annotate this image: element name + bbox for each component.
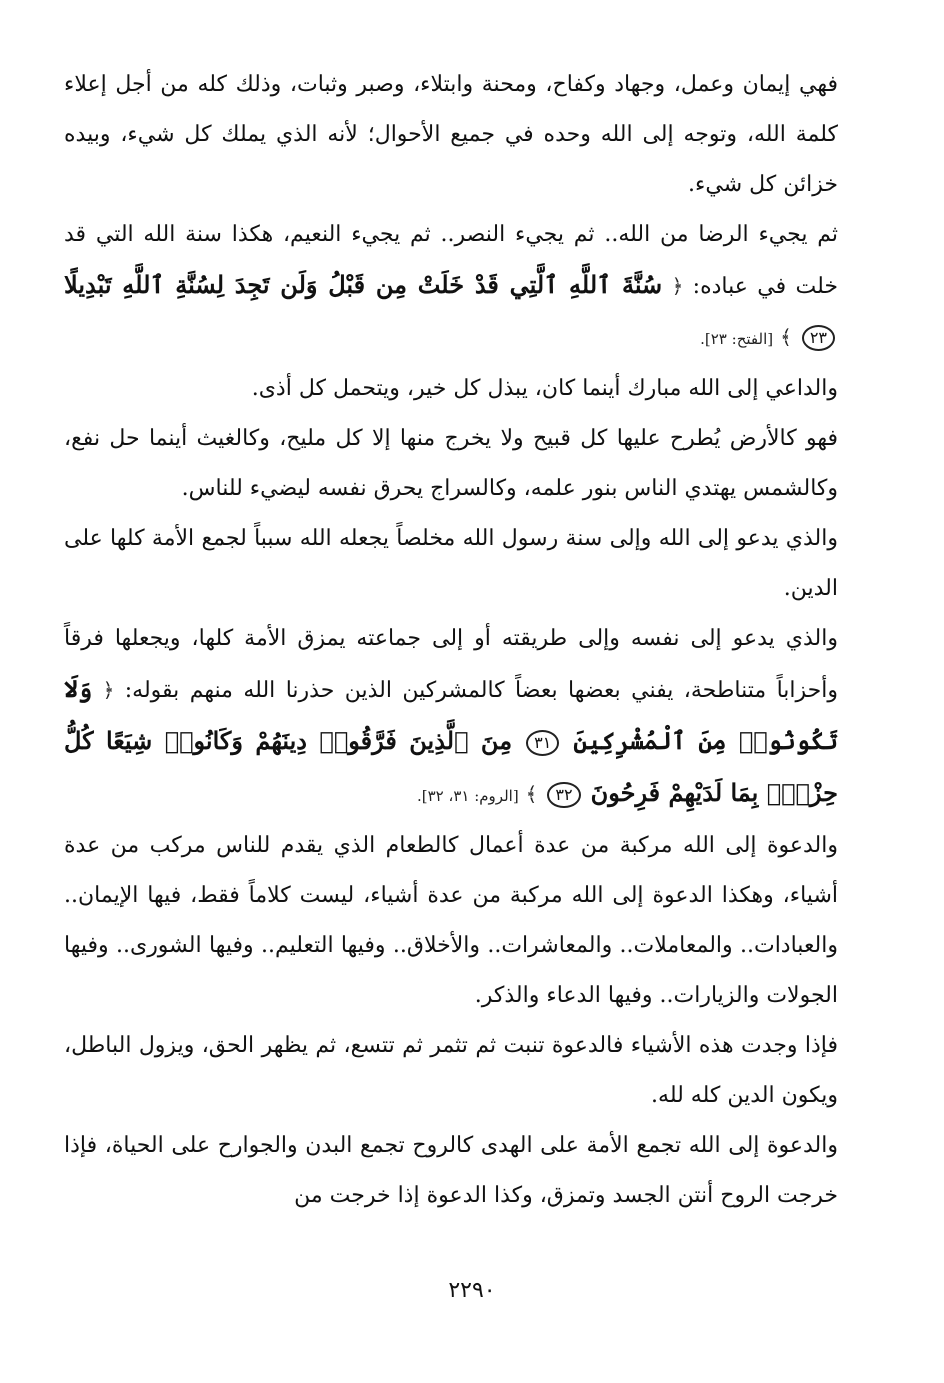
paragraph-9-text: والدعوة إلى الله تجمع الأمة على الهدى كالروح تجمع البدن والجوارح على الحياة، فإذا خرجت الروح أنتن الجسد وتمزق، وكذا الدعوة إذا خرجت من [64, 1133, 838, 1208]
paragraph-4-text: فهو كالأرض يُطرح عليها كل قبيح ولا يخرج منها إلا كل مليح، وكالغيث أينما حل نفع، وكالشمس يهتدي الناس بنور علمه، وكالسراج يحرق نفسه ليضيء للناس. [64, 426, 838, 501]
quran-verse-rum-32: مِنَ ٱلَّذِينَ فَرَّقُوا۟ دِينَهُمْ وَكَانُوا۟ شِيَعًا كُلُّ حِزْبٍۭ بِمَا لَدَيْهِمْ فَرِحُونَ [64, 726, 838, 807]
quran-close-bracket: ﴾ [780, 325, 792, 349]
page-body [64, 60, 838, 1260]
quran-open-bracket: ﴿ [671, 274, 684, 298]
paragraph-6-text: والذي يدعو إلى نفسه وإلى طريقته أو إلى جماعته يمزق الأمة كلها، ويجعلها فرقاً وأحزاباً متناطحة، يفني بعضها بعضاً كالمشركين الذين حذرنا الله منهم بقوله: [64, 626, 839, 703]
paragraph-4 [64, 414, 838, 514]
quran-close-bracket: ﴾ [525, 782, 538, 806]
paragraph-2 [64, 210, 838, 364]
paragraph-6 [64, 614, 838, 821]
paragraph-3-text: والداعي إلى الله مبارك أينما كان، يبذل كل خير، ويتحمل كل أذى. [251, 376, 838, 401]
ayah-number-31: ٣١ [526, 730, 559, 756]
quran-verse-rum-31: وَلَا تَكُونُوا۟ مِنَ ٱلْمُشْرِكِينَ [64, 674, 839, 755]
paragraph-5-text: والذي يدعو إلى الله وإلى سنة رسول الله مخلصاً يجعله الله سبباً لجمع الأمة كلها على الدين. [64, 526, 838, 601]
paragraph-8 [64, 1021, 838, 1121]
paragraph-7 [64, 821, 838, 1021]
paragraph-1 [64, 60, 838, 210]
paragraph-2-text: ثم يجيء الرضا من الله.. ثم يجيء النصر.. ثم يجيء النعيم، هكذا سنة الله التي قد خلت في عباده: [64, 222, 838, 299]
ayah-number-32: ٣٢ [547, 782, 580, 808]
quran-open-bracket: ﴿ [102, 678, 115, 702]
ayah-number-23: ٢٣ [802, 325, 835, 351]
surah-reference-rum: [الروم: ٣١، ٣٢]. [416, 787, 519, 805]
paragraph-1-text: فهي إيمان وعمل، وجهاد وكفاح، ومحنة وابتلاء، وصبر وثبات، وذلك كله من أجل إعلاء كلمة الله، وتوجه إلى الله وحده في جميع الأحوال؛ لأنه الذي يملك كل شيء، وبيده خزائن كل شيء. [64, 72, 838, 197]
paragraph-7-text: والدعوة إلى الله مركبة من عدة أعمال كالطعام الذي يقدم للناس مركب من عدة أشياء، وهكذا الدعوة إلى الله مركبة من عدة أشياء، ليست كلاماً فقط، فيها الإيمان.. والعبادات.. والمعاملات.. والمعاشرات.. والأخلاق.. وفيها التعليم.. وفيها الشورى.. وفيها الجولات والزيارات.. وفيها الدعاء والذكر. [64, 833, 838, 1008]
paragraph-8-text: فإذا وجدت هذه الأشياء فالدعوة تنبت ثم تثمر ثم تتسع، ثم يظهر الحق، ويزول الباطل، ويكون الدين كله لله. [64, 1033, 838, 1108]
paragraph-9 [64, 1121, 838, 1221]
paragraph-5 [64, 514, 838, 614]
page-number: ٢٢٩٠ [448, 1278, 496, 1303]
quran-verse-fath: سُنَّةَ ٱللَّهِ ٱلَّتِي قَدْ خَلَتْ مِن قَبْلُ وَلَن تَجِدَ لِسُنَّةِ ٱللَّهِ تَبْدِيلًا [64, 270, 663, 299]
surah-reference-fath: [الفتح: ٢٣]. [700, 330, 774, 348]
paragraph-3 [64, 364, 838, 414]
